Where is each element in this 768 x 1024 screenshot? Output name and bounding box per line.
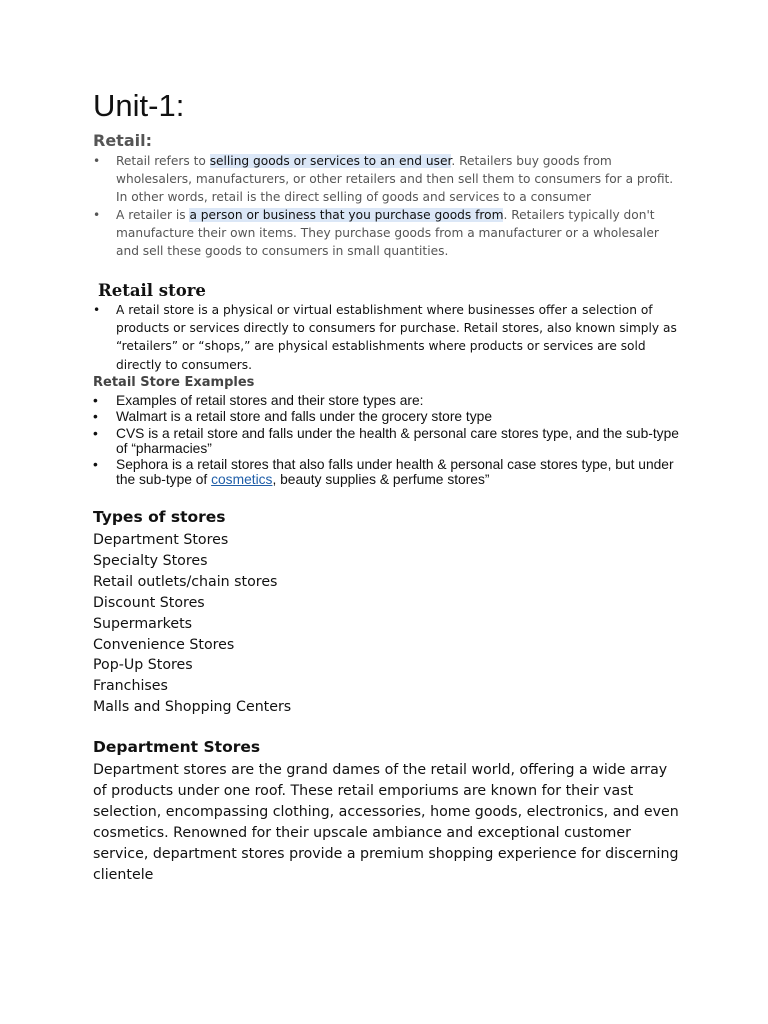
item-text: A retail store is a physical or virtual establishment where businesses offer a selection of products or services directly to consumers for purchase. Retail stores, also known simply as “retailers” or “shops,” are physical establishments where products or services are sold directly to consumers.	[116, 303, 677, 372]
item-text: Sephora is a retail stores that also falls under health & personal case stores type, but under the sub-type of	[116, 457, 674, 488]
types-heading: Types of stores	[93, 508, 226, 526]
department-stores-heading: Department Stores	[93, 738, 261, 756]
item-text: CVS is a retail store and falls under the health & personal care stores type, and the sub-type of “pharmacies”	[116, 425, 679, 456]
list-item: Malls and Shopping Centers	[93, 699, 292, 716]
bullet-icon: •	[93, 208, 101, 222]
list-item: Franchises	[93, 678, 168, 695]
item-text: . Retailers buy goods from wholesalers, manufacturers, or other retailers and then sell them to consumers for a profit. In other words, retail is the direct selling of goods and services to a consumer	[116, 154, 674, 204]
list-item	[93, 301, 683, 374]
item-text: Walmart is a retail store and falls under the grocery store type	[116, 409, 492, 425]
retail-heading: Retail:	[93, 131, 152, 150]
list-item	[93, 409, 683, 424]
list-item	[93, 426, 683, 457]
list-item	[93, 457, 683, 488]
list-item	[93, 393, 683, 408]
types-list	[93, 530, 291, 718]
bullet-icon: •	[93, 409, 98, 425]
item-text: , beauty supplies & perfume stores”	[272, 472, 490, 488]
list-item: Specialty Stores	[93, 552, 208, 569]
retail-definition-list	[93, 152, 683, 260]
retail-store-heading: Retail store	[98, 281, 206, 300]
item-text: A retailer is	[116, 208, 190, 222]
examples-list	[93, 393, 683, 489]
item-text: Examples of retail stores and their store types are:	[116, 393, 424, 408]
list-item: Supermarkets	[93, 615, 193, 632]
department-stores-paragraph: Department stores are the grand dames of the retail world, offering a wide array of products under one roof. These retail emporiums are known for their vast selection, encompassing clothing, accessories, home goods, electronics, and even cosmetics. Renowned for their upscale ambiance and exceptional customer service, department stores provide a premium shopping experience for discerning clientele	[93, 762, 679, 883]
list-item: Convenience Stores	[93, 636, 235, 653]
bullet-icon: •	[93, 303, 101, 317]
bullet-icon: •	[93, 425, 98, 441]
cosmetics-link[interactable]: cosmetics	[211, 472, 273, 488]
item-text: . Retailers typically don't manufacture their own items. They purchase goods from a manufacturer or a wholesaler and sell these goods to consumers in small quantities.	[116, 208, 659, 258]
list-item	[93, 206, 683, 260]
list-item: Retail outlets/chain stores	[93, 573, 278, 590]
examples-heading: Retail Store Examples	[93, 375, 255, 390]
bullet-icon: •	[93, 457, 98, 473]
highlighted-text: selling goods or services to an end user	[209, 154, 452, 168]
page-title: Unit-1:	[93, 88, 185, 123]
list-item	[93, 152, 683, 206]
list-item: Department Stores	[93, 532, 229, 548]
bullet-icon: •	[93, 154, 101, 168]
list-item: Pop-Up Stores	[93, 657, 193, 674]
retail-store-list	[93, 301, 683, 374]
item-text: Retail refers to	[116, 154, 210, 168]
list-item: Discount Stores	[93, 594, 205, 611]
bullet-icon: •	[93, 393, 98, 408]
highlighted-text: a person or business that you purchase goods from	[189, 208, 504, 222]
